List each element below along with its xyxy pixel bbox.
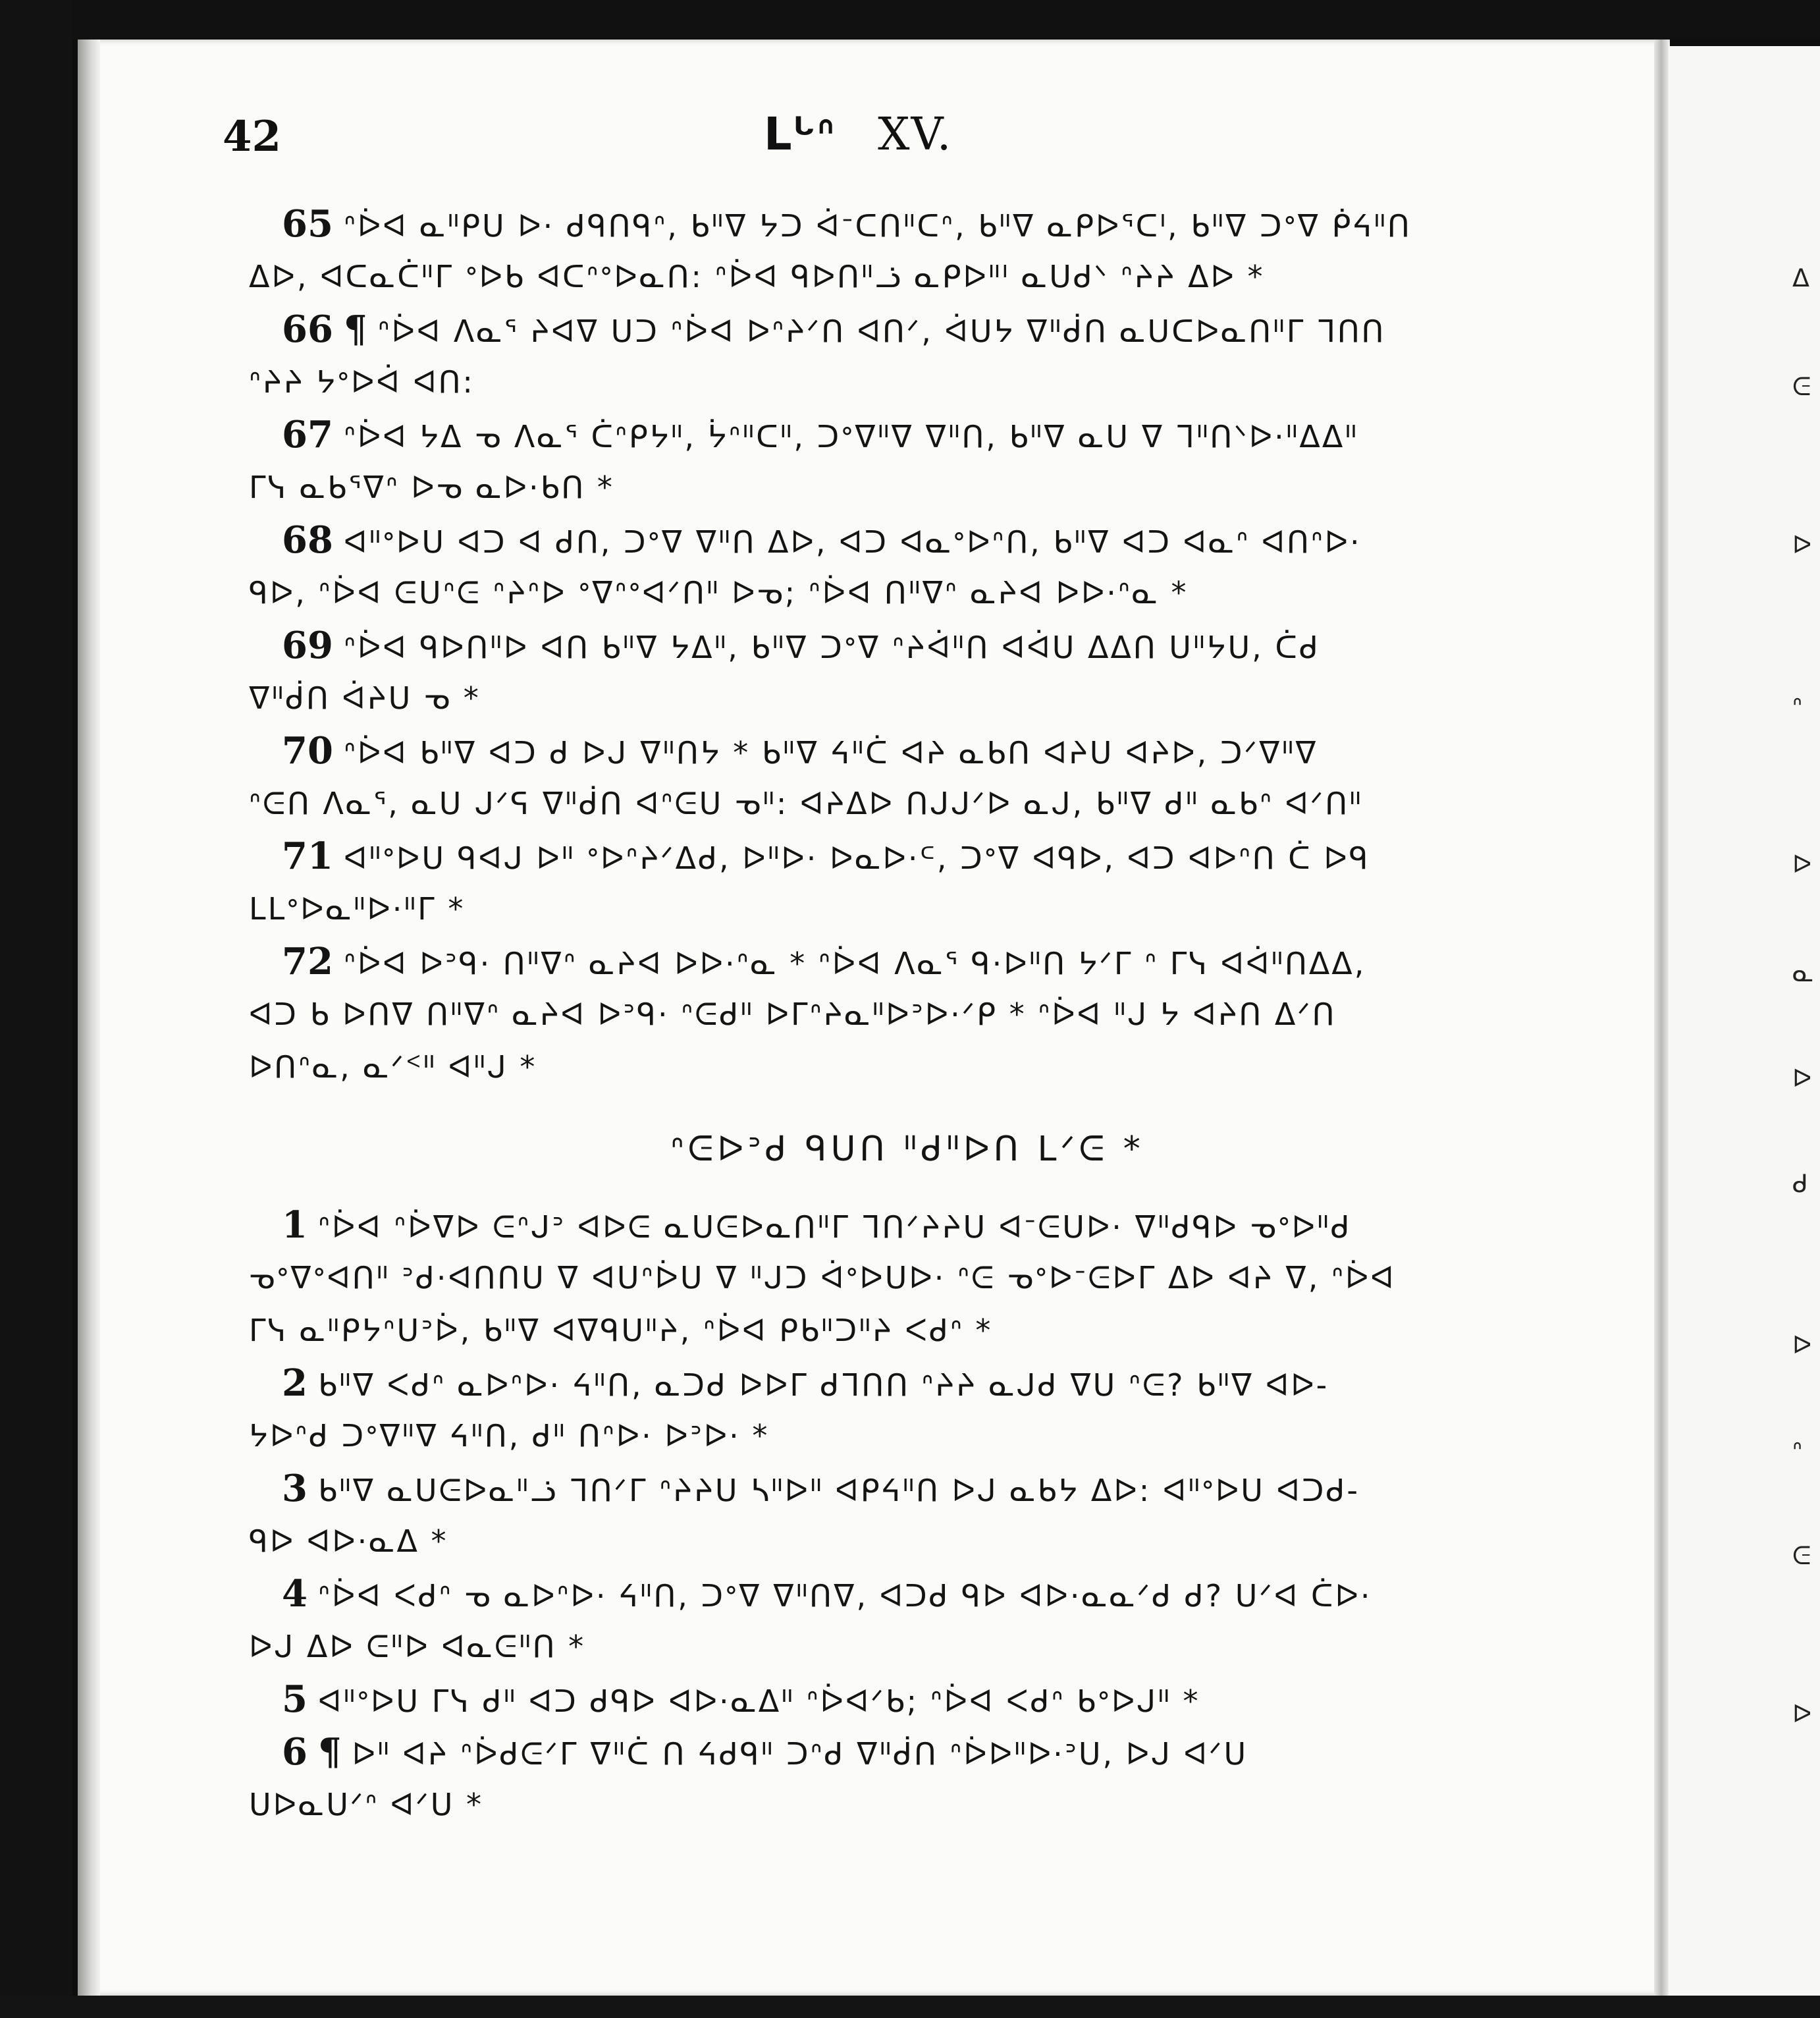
verse-line bbox=[249, 461, 1566, 514]
verse-number: 69 bbox=[282, 624, 333, 667]
scan-left-border bbox=[0, 0, 72, 2018]
verse-line bbox=[249, 1409, 1566, 1462]
verse-text: ᑫᐅ, ᐢᐆᐊ ᕮᑌᐢᕮ ᐢᔨᐢᐅ ᐤᐁᐢᐤᐊᐟᑎᐦ ᐅᓀ; ᐢᐆᐊ ᑎᐦᐁᐢ ᓇᔨᐊ ᐅᐅ·ᐢᓇ * bbox=[249, 575, 1189, 611]
verse-number: 67 bbox=[282, 413, 333, 456]
facing-page-fragment: ᕮ bbox=[1792, 372, 1811, 401]
verse-text: ᒥᓭ ᓇᑲᕐᐁᐢ ᐅᓀ ᓇᐅ·ᑲᑎ * bbox=[249, 470, 614, 505]
verse-line bbox=[249, 1199, 1566, 1251]
verse-text: ᐢᔨᔨ ᔭᐤᐅᐋ ᐊᑎ: bbox=[249, 364, 475, 400]
running-head-chapter: XV. bbox=[878, 109, 953, 161]
verse-line bbox=[249, 883, 1566, 935]
verses-group bbox=[249, 1199, 1566, 1831]
verse-number: 4 bbox=[282, 1572, 308, 1616]
verse-line bbox=[249, 1041, 1566, 1093]
verse-text: ᓀᐤᐁᐤᐊᑎᐦ ᐣᑯ·ᐊᑎᑎᑌ ᐁ ᐊᑌᐢᐆᑌ ᐁ ᐦᒍᑐ ᐋᐤᐅᑌᐅ· ᐢᕮ ᓀᐤᐅᐨᕮᐅᒥ ᐃᐅ ᐊᔨ ᐁ, ᐢᐆᐊ bbox=[249, 1260, 1396, 1295]
facing-page-fragment: ᐢ bbox=[1792, 1436, 1802, 1465]
verse-line bbox=[249, 988, 1566, 1041]
verse-line bbox=[249, 777, 1566, 830]
verse-text: ᐊᑐ ᑲ ᐅᑎᐁ ᑎᐦᐁᐢ ᓇᔨᐊ ᐅᐣᑫ· ᐢᕮᑯᐦ ᐅᒥᐢᔨᓇᐦᐅᐣᐅ·ᐟᑭ * ᐢᐆᐊ ᐦᒍ ᔭ ᐊᔨᑎ ᐃᐟᑎ bbox=[249, 996, 1337, 1032]
facing-page-fragment: ᐅ bbox=[1792, 530, 1812, 559]
verse-line bbox=[249, 408, 1566, 461]
verse-line bbox=[249, 619, 1566, 672]
verse-line bbox=[249, 935, 1566, 988]
verse-text: ᐢᕮᑎ ᐱᓇᕐ, ᓇᑌ ᒍᐟᕋ ᐁᐦᑰᑎ ᐊᐢᕮᑌ ᓀᐦ: ᐊᔨᐃᐅ ᑎᒍᒍᐟᐅ ᓇᒍ, ᑲᐦᐁ ᑯᐦ ᓇᑲᐢ ᐊᐟᑎᐦ bbox=[249, 786, 1363, 821]
verse-text: ᐢᐆᐊ ᔭᐃ ᓀ ᐱᓇᕐ ᑖᐢᑭᔭᐦ, ᔮᐢᐦᑕᐦ, ᑐᐤᐁᐦᐁ ᐁᐦᑎ, ᑲᐦᐁ ᓇᑌ ᐁ ᒣᐦᑎᐠᐅ·ᐦᐃᐃᐦ bbox=[343, 419, 1359, 454]
verse-text: ᐢᐆᐊ ᐱᓇᕐ ᔨᐊᐁ ᑌᑐ ᐢᐆᐊ ᐅᐢᔨᐟᑎ ᐊᑎᐟ, ᐋᑌᔭ ᐁᐦᑰᑎ ᓇᑌᑕᐅᓇᑎᐦᒥ ᒣᑎᑎ bbox=[377, 314, 1386, 349]
verse-text: ᒪᒪᐤᐅᓇᐦᐅ·ᐦᒥ * bbox=[249, 891, 466, 927]
verse-number: 71 bbox=[282, 834, 333, 878]
verse-line bbox=[249, 724, 1566, 777]
verse-text: ᐢᐆᐊ ᓇᐦᑭᑌ ᐅ· ᑯᑫᑎᑫᐢ, ᑲᐦᐁ ᔭᑐ ᐋᐨᑕᑎᐦᑕᐢ, ᑲᐦᐁ ᓇᑭᐅᕐᑕᑊ, ᑲᐦᐁ ᑐᐤᐁ ᑮᔦᐦᑎ bbox=[343, 208, 1412, 244]
verse-number: 6 bbox=[282, 1730, 308, 1774]
verse-text: ᐊᐦᐤᐅᑌ ᐊᑐ ᐊ ᑯᑎ, ᑐᐤᐁ ᐁᐦᑎ ᐃᐅ, ᐊᑐ ᐊᓇᐤᐅᐢᑎ, ᑲᐦᐁ ᐊᑐ ᐊᓇᐢ ᐊᑎᐢᐅ· bbox=[343, 524, 1362, 560]
facing-page-fragment: ᕮ bbox=[1792, 1541, 1811, 1570]
verse-line bbox=[249, 303, 1566, 356]
verse-number: 72 bbox=[282, 940, 333, 983]
verse-line bbox=[249, 198, 1566, 250]
verse-text: ᐁᐦᑰᑎ ᐋᔨᑌ ᓀ * bbox=[249, 680, 481, 716]
facing-page-fragment: ᐅ bbox=[1792, 850, 1812, 879]
verse-line bbox=[249, 1251, 1566, 1304]
verse-line bbox=[249, 1357, 1566, 1409]
verse-text: ᑌᐅᓇᑌᐟᐢ ᐊᐟᑌ * bbox=[249, 1787, 484, 1822]
verse-text: ᐢᐆᐊ ᐸᑯᐢ ᓀ ᓇᐅᐢᐅ· ᔦᐦᑎ, ᑐᐤᐁ ᐁᐦᑎᐁ, ᐊᑐᑯ ᑫᐅ ᐊᐅ·ᓇᓇᐟᑯ ᑯ? ᑌᐟᐊ ᑖᐅ· bbox=[317, 1578, 1372, 1614]
verse-line bbox=[249, 356, 1566, 408]
verse-text: ᐢᐆᐊ ᑲᐦᐁ ᐊᑐ ᑯ ᐅᒍ ᐁᐦᑎᔭ * ᑲᐦᐁ ᔦᐦᑖ ᐊᔨ ᓇᑲᑎ ᐊᔨᑌ ᐊᔨᐅ, ᑐᐟᐁᐦᐁ bbox=[343, 735, 1318, 771]
verse-line bbox=[249, 1673, 1566, 1726]
page-edge-shadow bbox=[78, 40, 100, 1996]
verse-text: ᐅᑎᐢᓇ, ᓇᐟᑉᐦ ᐊᐦᒍ * bbox=[249, 1049, 537, 1085]
verse-text: ᑲᐦᐁ ᓇᑌᕮᐅᓇᐦᓘ ᒣᑎᐟᒥ ᐢᔨᔨᑌ ᓴᐦᐅᐦ ᐊᑭᔦᐦᑎ ᐅᒍ ᓇᑲᔭ ᐃᐅ: ᐊᐦᐤᐅᑌ ᐊᑐᑯ- bbox=[317, 1473, 1360, 1508]
scan-top-border bbox=[0, 0, 1820, 40]
verse-number: 5 bbox=[282, 1677, 308, 1721]
section-title: ᐢᕮᐅᐣᑯ ᑫᑌᑎ ᐦᑯᐦᐅᑎ ᒪᐟᕮ * bbox=[670, 1130, 1144, 1169]
running-head bbox=[764, 109, 1027, 161]
verse-text: ᐊᐦᐤᐅᑌ ᑫᐊᒍ ᐅᐦ ᐤᐅᐢᔨᐟᐃᑯ, ᐅᐦᐅ· ᐅᓇᐅ·ᒼ, ᑐᐤᐁ ᐊᑫᐅ, ᐊᑐ ᐊᐅᐢᑎ ᑖ ᐅᑫ bbox=[343, 840, 1370, 876]
verse-text: ᐢᐆᐊ ᐅᐣᑫ· ᑎᐦᐁᐢ ᓇᔨᐊ ᐅᐅ·ᐢᓇ * ᐢᐆᐊ ᐱᓇᕐ ᑫ·ᐅᐦᑎ ᔭᐟᒥ ᐢ ᒥᓭ ᐊᐋᐦᑎᐃᐃ, bbox=[343, 946, 1366, 981]
verse-text: ᐅᒍ ᐃᐅ ᕮᐦᐅ ᐊᓇᕮᐦᑎ * bbox=[249, 1629, 586, 1664]
verse-text: ᐃᐅ, ᐊᑕᓇᑖᐦᒥ ᐤᐅᑲ ᐊᑕᐢᐤᐅᓇᑎ: ᐢᐆᐊ ᑫᐅᑎᐦᓘ ᓇᑭᐅᐦᑊ ᓇᑌᑯᐠ ᐢᔨᔨ ᐃᐅ * bbox=[249, 259, 1265, 294]
verse-line bbox=[249, 250, 1566, 303]
verse-number: 1 bbox=[282, 1203, 308, 1247]
verse-line bbox=[249, 830, 1566, 883]
verse-line bbox=[249, 1778, 1566, 1831]
running-head-syllabics: ᒪᒡᐢ bbox=[764, 109, 836, 161]
verse-number: 70 bbox=[282, 729, 333, 773]
facing-page-fragment: ᐅ bbox=[1792, 1330, 1812, 1359]
facing-page-fragment: ᐢ bbox=[1792, 692, 1802, 721]
verses-group bbox=[249, 198, 1566, 1093]
verse-line bbox=[249, 1620, 1566, 1673]
pilcrow-mark: ¶ bbox=[343, 308, 367, 351]
verse-line bbox=[249, 1515, 1566, 1568]
verse-line bbox=[249, 566, 1566, 619]
verse-number: 65 bbox=[282, 202, 333, 246]
scan-bottom-border bbox=[0, 1996, 1820, 2018]
verse-text: ᑫᐅ ᐊᐅ·ᓇᐃ * bbox=[249, 1523, 448, 1559]
verse-line bbox=[249, 1568, 1566, 1620]
book-gutter bbox=[1654, 40, 1669, 1996]
verse-line bbox=[249, 672, 1566, 724]
text-block bbox=[249, 198, 1566, 1831]
verse-text: ᔭᐅᐢᑯ ᑐᐤᐁᐦᐁ ᔦᐦᑎ, ᑯᐦ ᑎᐢᐅ· ᐅᐣᐅ· * bbox=[249, 1418, 770, 1454]
verse-line bbox=[249, 514, 1566, 566]
verse-text: ᑲᐦᐁ ᐸᑯᐢ ᓇᐅᐢᐅ· ᔦᐦᑎ, ᓇᑐᑯ ᐅᐅᒥ ᑯᒣᑎᑎ ᐢᔨᔨ ᓇᒍᑯ ᐁᑌ ᐢᕮ? ᑲᐦᐁ ᐊᐅ- bbox=[317, 1367, 1329, 1403]
facing-page-fragment: ᐅ bbox=[1792, 1064, 1812, 1093]
verse-text: ᐅᐦ ᐊᔨ ᐢᐆᑯᕮᐟᒥ ᐁᐦᑖ ᑎ ᔦᑯᑫᐦ ᑐᐢᑯ ᐁᐦᑰᑎ ᐢᐆᐅᐦᐅ·ᐣᑌ, ᐅᒍ ᐊᐟᑌ bbox=[352, 1736, 1248, 1772]
verse-text: ᒥᓭ ᓇᐦᑭᔭᐢᑌᐣᐆ, ᑲᐦᐁ ᐊᐁᑫᑌᐦᔨ, ᐢᐆᐊ ᑭᑲᐦᑐᐦᔨ ᐸᑯᐢ * bbox=[249, 1313, 993, 1348]
pilcrow-mark: ¶ bbox=[317, 1730, 342, 1774]
verse-text: ᐊᐦᐤᐅᑌ ᒥᓭ ᑯᐦ ᐊᑐ ᑯᑫᐅ ᐊᐅ·ᓇᐃᐦ ᐢᐆᐊᐟᑲ; ᐢᐆᐊ ᐸᑯᐢ ᑲᐤᐅᒍᐦ * bbox=[317, 1683, 1200, 1719]
page-number: 42 bbox=[223, 112, 282, 161]
verse-line bbox=[249, 1304, 1566, 1357]
verse-number: 68 bbox=[282, 518, 333, 562]
verse-text: ᐢᐆᐊ ᑫᐅᑎᐦᐅ ᐊᑎ ᑲᐦᐁ ᔭᐃᐦ, ᑲᐦᐁ ᑐᐤᐁ ᐢᔨᐋᐦᑎ ᐊᐋᑌ ᐃᐃᑎ ᑌᐦᔭᑌ, ᑖᑯ bbox=[343, 630, 1320, 665]
facing-page-fragment: ᓇ bbox=[1792, 958, 1814, 987]
facing-page-fragment: ᐅ bbox=[1792, 1699, 1812, 1728]
verse-number: 2 bbox=[282, 1361, 308, 1405]
verse-text: ᐢᐆᐊ ᐢᐆᐁᐅ ᕮᐢᒍᐣ ᐊᐅᕮ ᓇᑌᕮᐅᓇᑎᐦᒥ ᒣᑎᐟᔨᔨᑌ ᐊᐨᕮᑌᐅ· ᐁᐦᑯᑫᐅ ᓀᐤᐅᐦᑯ bbox=[317, 1209, 1352, 1245]
facing-page-fragment: ᐃ bbox=[1792, 263, 1809, 292]
verse-line bbox=[249, 1726, 1566, 1778]
verse-number: 3 bbox=[282, 1467, 308, 1510]
facing-page-fragment: ᑯ bbox=[1792, 1169, 1808, 1198]
verse-number: 66 bbox=[282, 308, 333, 351]
verse-line bbox=[249, 1462, 1566, 1515]
